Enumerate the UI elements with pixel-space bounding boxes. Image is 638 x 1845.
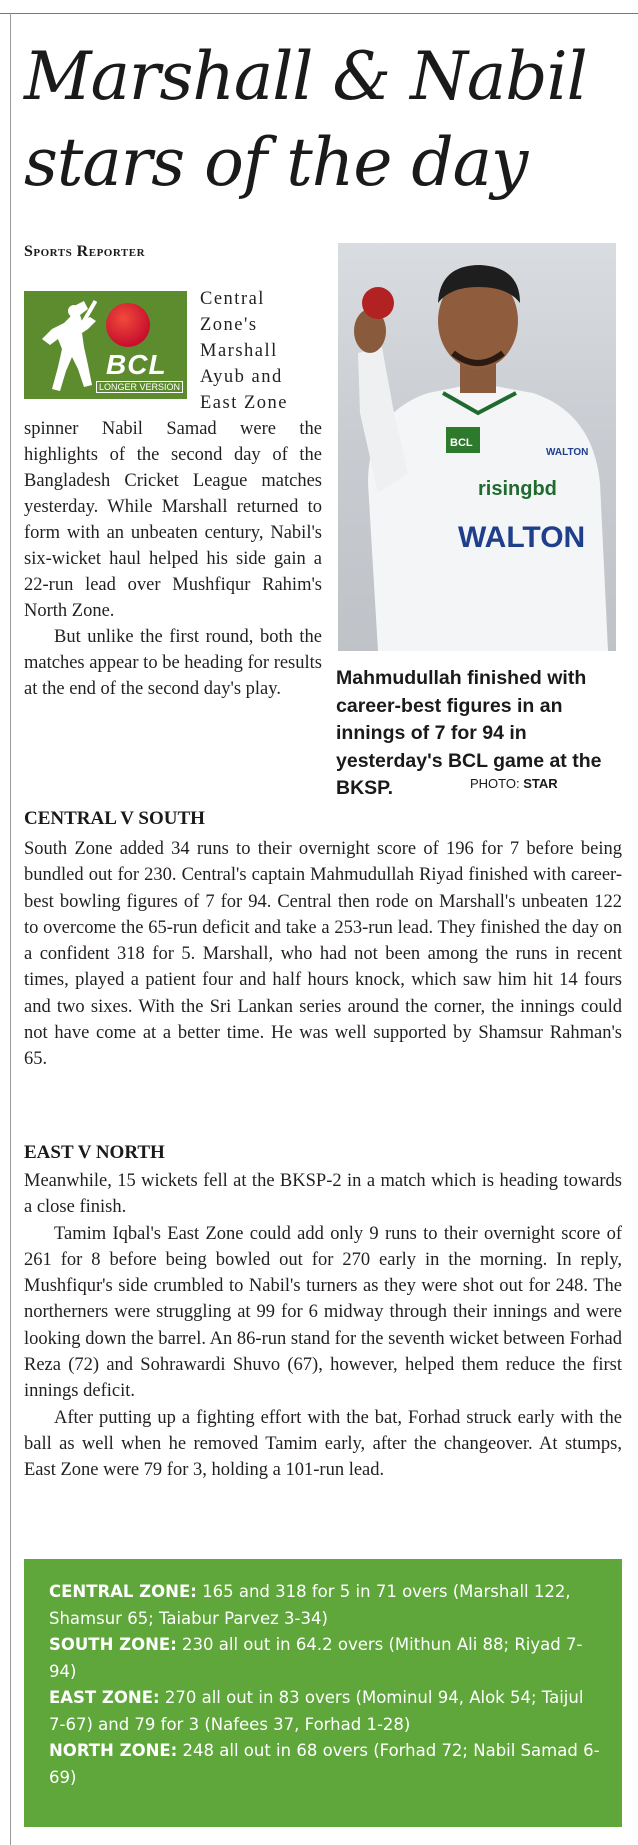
- score-central-zone: [49, 1579, 602, 1632]
- jersey-sponsor-risingbd: risingbd: [478, 478, 557, 500]
- jersey-badge: BCL: [450, 437, 473, 449]
- score-team: EAST ZONE:: [49, 1688, 160, 1707]
- player-photo: [338, 243, 616, 651]
- shoulder-logo: WALTON: [546, 447, 589, 458]
- bcl-logo-text: BCL: [106, 349, 167, 380]
- score-east-zone: [49, 1685, 602, 1738]
- headline-line1: Marshall & Nabil: [24, 38, 587, 115]
- bcl-logo: [24, 291, 187, 399]
- section-paragraph: Tamim Iqbal's East Zone could add only 9 runs to their overnight score of 261 for 8 before being bowled out for 270 early in the morning. In reply, Mushfiqur's side crumbled to Nabil's turners as they were shot out for 248. The northerners were struggling at 99 for 6 midway through their innings and were looking down the barrel. An 86-run stand for the seventh wicket between Forhad Reza (72) and Sohrawardi Shuvo (67), however, helped them reduce the first innings deficit.: [24, 1223, 622, 1402]
- photo-credit-label: PHOTO:: [470, 776, 520, 791]
- score-north-zone: [49, 1738, 602, 1791]
- column-rule: [10, 13, 11, 1845]
- score-detail: 270 all out in 83 overs (Mominul 94, Alok 54; Taijul 7-67) and 79 for 3 (Nafees 37, Forhad 1-28): [49, 1688, 584, 1734]
- photo-credit-source: STAR: [523, 776, 558, 791]
- top-rule: [0, 13, 638, 14]
- bcl-logo-subtext: LONGER VERSION: [96, 381, 183, 393]
- intro-line: Ayub and: [200, 367, 283, 387]
- photo-caption: Mahmudullah finished with career-best figures in an innings of 7 for 94 in yesterday's BCL game at the BKSP.: [336, 667, 602, 799]
- byline: Sports Reporter: [24, 243, 146, 260]
- score-team: SOUTH ZONE:: [49, 1635, 177, 1654]
- intro-body: [24, 416, 322, 702]
- score-team: NORTH ZONE:: [49, 1741, 178, 1760]
- section-heading-east-north: EAST V NORTH: [24, 1142, 165, 1163]
- headline-line2: stars of the day: [24, 124, 528, 201]
- section-paragraph: Meanwhile, 15 wickets fell at the BKSP-2 in a match which is heading towards a close finish.: [24, 1171, 622, 1218]
- score-south-zone: [49, 1632, 602, 1685]
- section-body-east-north: [24, 1168, 622, 1484]
- photo-credit: [470, 776, 558, 791]
- section-paragraph: After putting up a fighting effort with the bat, Forhad struck early with the ball as well when he removed Tamim early, after the changeover. At stumps, East Zone were 79 for 3, holding a 101-run lead.: [24, 1407, 622, 1481]
- scorecard-box: [24, 1559, 622, 1827]
- intro-paragraph-1: spinner Nabil Samad were the highlights of the second day of the Bangladesh Cricket League matches yesterday. While Marshall returned to form with an unbeaten century, Nabil's six-wicket haul helped his side gain a 22-run lead over Mushfiqur Rahim's North Zone.: [24, 419, 322, 621]
- section-heading-central-south: CENTRAL V SOUTH: [24, 808, 205, 829]
- intro-line: East Zone: [200, 393, 288, 413]
- score-detail: 248 all out in 68 overs (Forhad 72; Nabil Samad 6-69): [49, 1741, 600, 1787]
- jersey-sponsor-walton: WALTON: [458, 521, 586, 554]
- player-illustration: [338, 243, 616, 651]
- intro-line: Zone's: [200, 315, 258, 335]
- section-body-central-south: [24, 836, 622, 1073]
- headline: [24, 34, 624, 206]
- section-paragraph: South Zone added 34 runs to their overnight score of 196 for 7 before being bundled out for 230. Central's captain Mahmudullah Riyad finished with career-best bowling figures of 7 for 94. Central then rode on Marshall's unbeaten 122 to overcome the 65-run deficit and take a 253-run lead. They finished the day on a confident 318 for 5. Marshall, who had not been among the runs in recent times, played a patient four and half hours knock, which saw him hit 14 fours and two sixes. With the Sri Lankan series around the corner, the innings could not have come at a better time. He was well supported by Shamsur Rahman's 65.: [24, 839, 622, 1070]
- score-detail: 230 all out in 64.2 overs (Mithun Ali 88; Riyad 7-94): [49, 1635, 583, 1681]
- intro-line: Marshall: [200, 341, 278, 361]
- intro-dropcap-lines: [200, 286, 322, 416]
- score-detail: 165 and 318 for 5 in 71 overs (Marshall 122, Shamsur 65; Taiabur Parvez 3-34): [49, 1582, 571, 1628]
- score-team: CENTRAL ZONE:: [49, 1582, 197, 1601]
- cricket-ball-icon: [106, 303, 150, 347]
- intro-paragraph-2: But unlike the first round, both the matches appear to be heading for results at the end of the second day's play.: [24, 627, 322, 699]
- intro-line: Central: [200, 289, 265, 309]
